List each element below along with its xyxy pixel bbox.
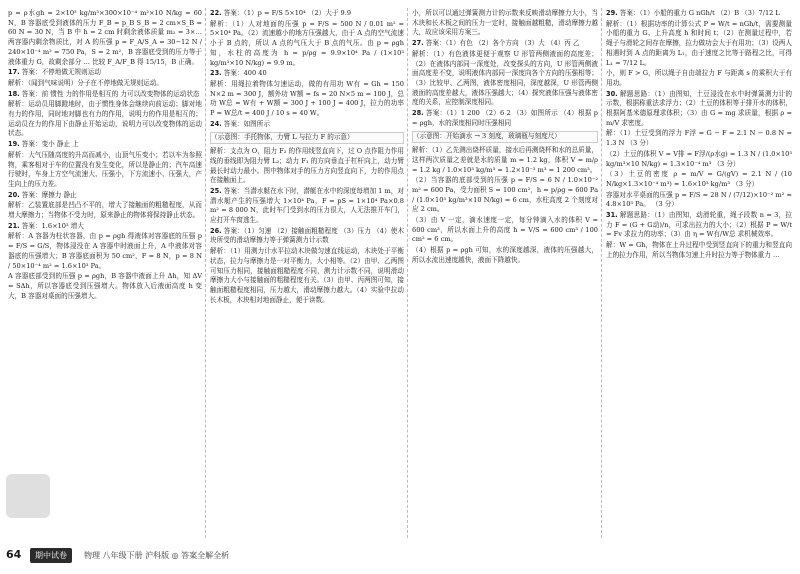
question-number: 30. [606, 89, 618, 98]
answer-paragraph [210, 80, 404, 119]
figure-caption [210, 132, 404, 144]
answer-paragraph [606, 69, 792, 88]
question-number: 17. [8, 68, 20, 77]
answer-text: 解析：（1）根据功率的计算公式 P = W/t = nGh/t，需要测量小船的重力 G、上升高度 h 和时间 t；（2）在测量过程中，若绳子与滑轮之间存在摩擦，拉力做功会大于有用功；（3）设两人相遇时到 A 点的距离为 L₁，由于速度之比等于路程之比，可得 L₁ = 7/12 L。 [606, 19, 792, 67]
series-badge: 期中试卷 [30, 548, 72, 563]
answer-text: 答案：（1）匀速 （2）接触面粗糙程度 （3）压力 （4）使木块所受的滑动摩擦力等于弹簧测力计示数 [210, 226, 404, 245]
answer-text: 解题思路：（1）由图知，土豆浸没在水中时弹簧测力计的示数，根据称重法求浮力；（2）土豆的体积等于排开水的体积，根据阿基米德原理求体积；（3）由 G = mg 求质量，根据 ρ = m/V 求密度。 [606, 89, 792, 127]
column-divider [407, 8, 408, 538]
question-number: 25. [210, 186, 222, 195]
answer-paragraph [8, 191, 202, 201]
question-number: 28. [412, 109, 424, 118]
answer-paragraph [606, 211, 792, 240]
footer-text: 物理 八年级下册 沪科版 ◎ 答案全解全析 [84, 551, 230, 560]
answer-paragraph [412, 50, 598, 108]
answer-text: （3）由 V 一定，滴水速度一定，每分钟滴入水的体积 V = 600 cm³，所以水面上升的高度 h = V/S = 600 cm³ / 100 cm² = 6 cm。 [412, 216, 598, 244]
answer-paragraph [8, 232, 202, 271]
answer-text: 答案：不停地做无规则运动 [21, 68, 101, 77]
answer-text: （2）土豆的体积 V = V排 = F浮/(ρ水g) = 1.3 N / (1.0×10³ kg/m³×10 N/kg) = 1.3×10⁻⁴ m³ （3 分） [606, 149, 792, 168]
answer-column-2 [210, 8, 404, 536]
answer-text: （示意图：开始滴水 → 3 刻度，玻璃瓶与刻度尺） [413, 132, 561, 141]
answer-paragraph [412, 176, 598, 215]
answer-paragraph [606, 150, 792, 169]
answer-paragraph [412, 9, 598, 38]
answer-text: 答案：前 惯性 力的作用是相互的 力可以改变物体的运动状态 [21, 89, 200, 98]
question-number: 27. [412, 39, 424, 48]
answer-text: （4）根据 p = ρgh 可知，水的深度越深，液体的压强越大，所以水流出速度越快，液面下降越快。 [412, 246, 598, 264]
answer-paragraph [8, 151, 202, 190]
answer-text: A 容器底部受到的压强 p = ρgh，B 容器中液面上升 Δh，知 ΔV = SΔh，所以容器底受到压强增大。物体放入后液面高度 h 变大，B 容器对桌面的压强增大。 [8, 272, 202, 300]
answer-text: p = ρ水gh = 2×10³ kg/m³×300×10⁻⁴ m²×10 N/kg = 60 N，B 容器底受到液体的压力 F_B = p_B S_B = 2 cm×S_B = 60 N = 30 N，当 B 中 h = 2 cm 时剩余液体质量 m₂ = 3×… 两容器内剩余物质比，对 A 的压强 p = F_A/S_A = 30−12 N / 240×10⁻⁴ m² = 750 Pa，S = 2 m²，B 容器底受到的压力等于液体重力 G，故剩余部分 … 比较 F_A/F_B 得 15/15，B 正确。 [8, 9, 202, 66]
answer-text: 解析：（1）乙先测出烧杯质量，接水后再测烧杯和水的总质量，这样两次质量之差就是水的质量 m = 1.2 kg，体积 V = m/ρ = 1.2 kg / 1.0×10³ kg/m³ = 1.2×10⁻³ m³ = 1 200 cm³。 [412, 146, 598, 174]
answer-paragraph [8, 9, 202, 67]
question-number: 22. [210, 9, 222, 17]
answer-column-1 [8, 8, 202, 536]
answer-text: 解析：A 容器为柱状容器，由 p = ρgh 得液体对容器底的压强 p = F/S = G/S，物体浸没在 A 容器中时液面上升，A 中液体对容器底的压强增大；B 容器底面积为 50 cm²，F = 8 N，p = 8 N / 50×10⁻⁴ m² = 1.6×10³ Pa。 [8, 232, 202, 270]
answer-text: 解：W = Gh，物体在上升过程中受到竖直向下的重力和竖直向上的拉力作用，所以当物体匀速上升时拉力等于物体重力 … [606, 241, 792, 259]
answer-paragraph [412, 246, 598, 265]
answer-paragraph [8, 272, 202, 301]
page-number: 64 [6, 548, 22, 561]
answer-text: 答案：（1）有色 （2）各个方向 （3）大 （4）丙 乙 [425, 39, 580, 48]
question-number: 23. [210, 69, 222, 78]
answer-paragraph [210, 69, 404, 79]
answer-text: 小，所以可以通过弹簧测力计的示数来反映滑动摩擦力大小，当木块和长木板之间的压力一定时，接触面越粗糙，滑动摩擦力越大，故应该采用方案三。 [412, 9, 598, 37]
question-number: 21. [8, 221, 20, 230]
answer-paragraph [8, 201, 202, 220]
answer-paragraph [606, 129, 792, 148]
answer-paragraph [412, 146, 598, 175]
answer-paragraph [210, 247, 404, 305]
answer-column-4 [606, 8, 792, 536]
answer-paragraph [412, 109, 598, 128]
answer-column-3 [412, 8, 598, 536]
answer-text: 答案：（1）1 200 （2）6 2 （3）如图所示 （4）根据 p = ρgh，水的深度相同时压强相同 [412, 109, 598, 127]
answer-text: 容器对水平桌面的压强 p = F/S = 28 N / (7/12)×10⁻² m² ≈ 4.8×10³ Pa。 （3 分） [606, 190, 792, 209]
answer-text: 解析：大气压随高度的升高而减小，山顶气压变小；若以车为参照物，乘客相对于车的位置没有发生变化，所以是静止的；汽车高速行驶时，车身上方空气流速大、压强小，下方流速小、压强大，产生向上的压力差。 [8, 150, 202, 188]
answer-text: 答案：如图所示 [223, 119, 270, 128]
answer-text: 解析：（1）有色液体更便于观察 U 形管两侧液面的高度差；（2）在液体内部同一深度处，改变探头的方向，U 形管两侧液面高度差不变，说明液体内部同一深度向各个方向的压强相等；（3）比较甲、乙两图，液体密度相同，深度越深，U 形管两侧液面的高度差越大，液体压强越大；（4）探究液体压强与液体密度的关系，应控制深度相同。 [412, 49, 598, 107]
answer-paragraph [606, 241, 792, 260]
answer-paragraph [412, 216, 598, 245]
question-number: 20. [8, 190, 20, 199]
column-divider [205, 8, 206, 538]
question-number: 26. [210, 226, 222, 235]
answer-text: 解析：用绳拉着物体匀速运动，做的有用功 W有 = Gh = 150 N×2 m = 300 J，额外功 W额 = fs = 20 N×5 m = 100 J，总功 W总 = W有 + W额 = 300 J + 100 J = 400 J，拉力的功率 P = W总/t = 400 J / 10 s = 40 W。 [210, 79, 404, 118]
answer-paragraph [606, 90, 792, 129]
answer-paragraph [606, 20, 792, 69]
question-number: 31. [606, 211, 618, 220]
answer-text: 解析：支点为 O，阻力 F₂ 的作用线竖直向下，过 O 点作阻力作用线的垂线即为阻力臂 L₂；动力 F₁ 的方向垂直于杠杆向上，动力臂最长时动力最小。图中物体对手的压力方向竖直向下，力的作用点在接触面上。 [210, 147, 404, 185]
corner-watermark [6, 474, 50, 518]
question-number: 24. [210, 119, 222, 128]
answer-text: 解析：（1）人对地面的压强 p = F/S = 500 N / 0.01 m² = 5×10⁴ Pa。（2）流速越小的地方压强越大，由于 A 点的空气流速小于 B 点的，所以 A 点的气压大于 B 点的气压。由 p = ρgh 知，水柱的高度为 h = p/ρg = 9.9×10⁴ Pa / (1×10³ kg/m³×10 N/kg) = 9.9 m。 [210, 19, 404, 67]
answer-text: 答案：摩擦力 静止 [21, 190, 77, 199]
question-number: 19. [8, 140, 20, 149]
answer-paragraph [210, 187, 404, 226]
answer-paragraph [8, 68, 202, 78]
answer-text: 解析：乙装置底部是凹凸不平的，增大了接触面的粗糙程度，从而增大摩擦力；当物体不受力时，原来静止的物体将保持静止状态。 [8, 201, 202, 220]
answer-text: 解析：（1）用测力计水平拉动木块做匀速直线运动，木块处于平衡状态，拉力与摩擦力是一对平衡力，大小相等。（2）由甲、乙两图可知压力相同，接触面粗糙程度不同，测力计示数不同，说明滑动摩擦力大小与接触面的粗糙程度有关。（3）由甲、丙两图可知，接触面粗糙程度相同，压力越大，滑动摩擦力越大。（4）实验中拉动长木板，木块相对地面静止，便于读数。 [210, 247, 404, 304]
answer-text: 答案：当潜水艇在水下时，潜艇在水中的深度每增加 1 m，对潜水艇产生的压强增大 1×10⁴ Pa，F = pS = 1×10⁴ Pa×0.8 m² = 8 000 N，此时车门受到水的压力很大，人无法推开车门，应打开车窗逃生。 [210, 186, 404, 225]
answer-paragraph [210, 9, 404, 19]
answer-paragraph [210, 120, 404, 130]
answer-paragraph [606, 9, 792, 19]
answer-paragraph [210, 227, 404, 246]
answer-text: 解：（1）土豆受到的浮力 F浮 = G − F = 2.1 N − 0.8 N = 1.3 N （3 分） [606, 129, 792, 148]
answer-paragraph [412, 39, 598, 49]
answer-text: 答案：1.6×10³ 增大 [21, 221, 84, 230]
answer-paragraph [210, 147, 404, 186]
answer-paragraph [8, 79, 202, 89]
answer-text: 答案：400 40 [223, 69, 267, 78]
column-divider [601, 8, 602, 538]
answer-text: 答案：（1）小船的重力 G nGh/t （2）B （3）7/12 L [619, 9, 780, 17]
answer-text: 答案：变小 静止 上 [21, 140, 79, 149]
answer-paragraph [8, 100, 202, 139]
page-footer [0, 544, 800, 566]
answer-text: 小，则 F > G，所以绳子自由端拉力 F 与距离 s 的乘积大于有用功。 [606, 69, 792, 87]
answer-paragraph [8, 222, 202, 232]
answer-text: 解析：运动员用脚蹬地时，由于惯性身体会继续向前运动；脚对地有力的作用，同时地对脚也有力的作用，说明力的作用是相互的；运动员在力的作用下由静止开始运动，说明力可以改变物体的运动状态。 [8, 100, 202, 138]
question-number: 18. [8, 89, 20, 98]
answer-text: 答案：（1）p = F/S 5×10⁴ （2）大于 9.9 [223, 9, 352, 17]
answer-text: 解析：（闻到气味说明）分子在不停地做无规则运动。 [8, 78, 163, 87]
figure-caption [412, 131, 598, 143]
answer-paragraph [210, 20, 404, 69]
answer-paragraph [606, 170, 792, 189]
answer-text: 解题思路：（1）由图知，动滑轮重，绳子段数 n = 3，拉力 F = (G + G动)/n，可求出拉力的大小；（2）根据 P = W/t = Fv 求拉力的功率；（3）由 η = W有/W总 求机械效率。 [606, 211, 792, 239]
answer-paragraph [8, 90, 202, 100]
answer-paragraph [8, 140, 202, 150]
answer-paragraph [606, 191, 792, 210]
question-number: 29. [606, 9, 618, 17]
answer-text: （3）土豆的密度 ρ = m/V = G/(gV) = 2.1 N / (10 N/kg×1.3×10⁻⁴ m³) ≈ 1.6×10³ kg/m³ （3 分） [606, 170, 792, 188]
answer-text: （2）当容器的底部受到的压强 p = F/S = 6 N / 1.0×10⁻² m² = 600 Pa，受力面积 S = 100 cm²，h = p/ρg = 600 Pa / (1.0×10³ kg/m³×10 N/kg) = 6 cm，水柱高度 2 个刻度对应 2 cm。 [412, 176, 598, 214]
answer-text: （示意图：手托物体，力臂 L 与拉力 F 的示意） [211, 133, 354, 142]
